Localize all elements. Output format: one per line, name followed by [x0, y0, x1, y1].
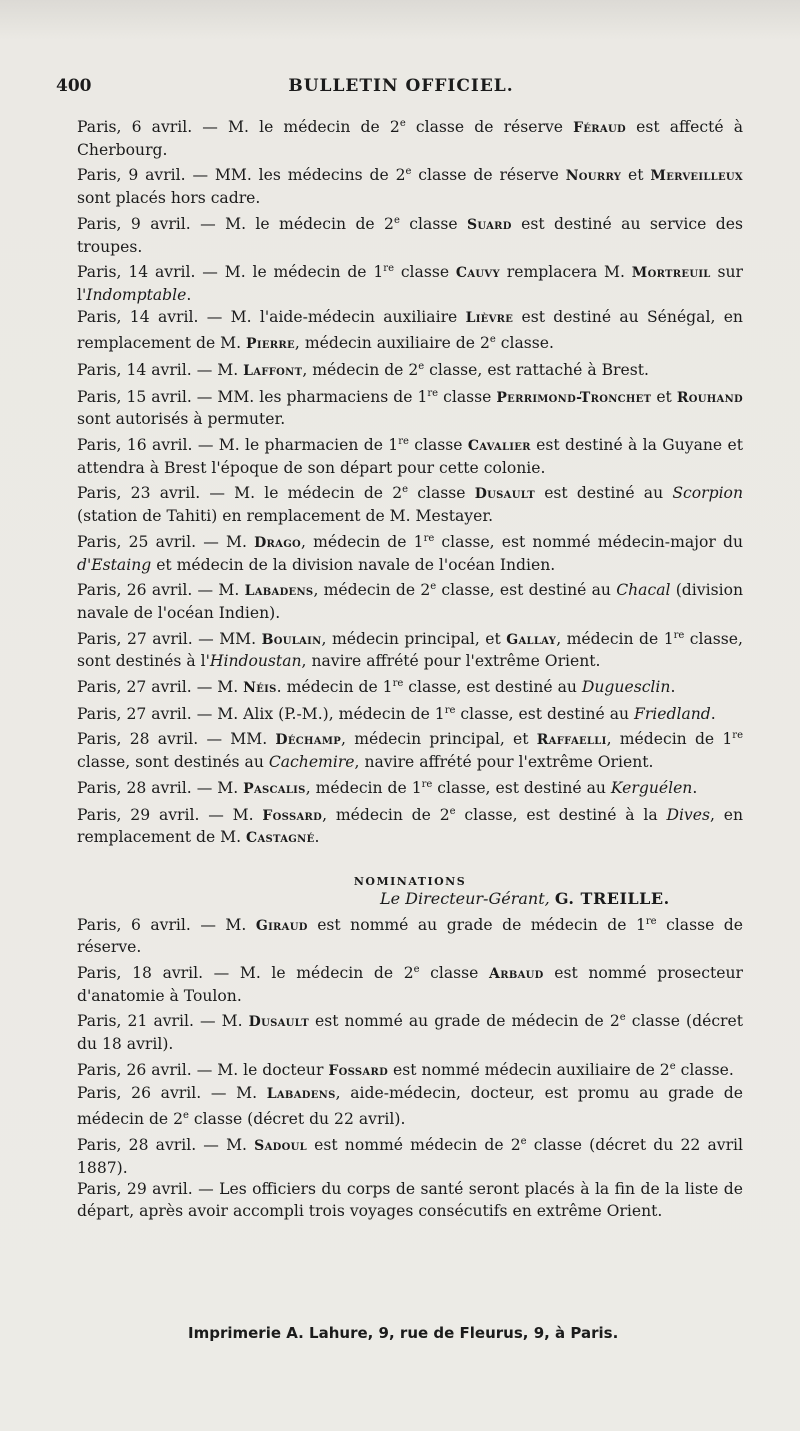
person-name: Nourry	[565, 168, 622, 185]
person-name: Pascalis	[243, 781, 306, 798]
person-name: Labadens	[266, 1085, 336, 1102]
ship-name: Hindoustan	[209, 652, 302, 671]
ordinal-suffix: e	[183, 1110, 189, 1122]
assignment-entry	[77, 210, 743, 258]
ship-name: d'Estaing	[77, 555, 152, 574]
printer-imprint: Imprimerie A. Lahure, 9, rue de Fleurus, 9, à Paris.	[188, 1324, 619, 1342]
entry-text: Paris, 29 avril. — M.	[77, 805, 263, 824]
entry-text: est nommé au grade de médecin de 1	[307, 915, 646, 934]
ordinal-suffix: e	[393, 214, 400, 226]
entry-text: classe (décret du 18 avril).	[77, 1012, 744, 1054]
entry-text: et	[621, 166, 651, 185]
person-name: Gallay	[506, 631, 557, 648]
ship-name: Duguesclin	[581, 678, 671, 697]
assignment-entry	[77, 258, 743, 306]
nominations-list	[77, 911, 743, 1223]
signature-title: Le Directeur-Gérant,	[380, 889, 550, 908]
assignment-entry	[77, 479, 743, 527]
entry-text: classe	[408, 436, 468, 455]
person-name: Dusault	[474, 486, 536, 503]
ordinal-suffix: re	[383, 263, 394, 275]
person-name: Sadoul	[254, 1138, 307, 1155]
entry-text: est nommé médecin auxiliaire de 2	[388, 1060, 670, 1079]
assignment-entry	[77, 700, 743, 726]
entry-text: .	[186, 285, 192, 304]
entry-text: Paris, 23 avril. — M. le médecin de 2	[77, 484, 403, 503]
entry-text: classe	[419, 964, 490, 983]
entry-text: est destiné au Sénégal, en remplacement de M.	[77, 307, 743, 353]
assignment-entry	[77, 161, 743, 209]
entry-text: , navire affrété pour l'extrême Orient.	[301, 652, 601, 671]
entry-text: Paris, 14 avril. — M. l'aide-médecin auxiliaire	[77, 307, 466, 326]
entry-text: classe, sont destinés à l'	[77, 629, 743, 671]
entry-text: classe, est destiné au	[436, 581, 617, 600]
ordinal-suffix: e	[449, 805, 456, 817]
ordinal-suffix: re	[673, 629, 685, 641]
person-name: Giraud	[255, 917, 308, 934]
person-name: Déchamp	[275, 732, 342, 749]
person-name: Labadens	[244, 583, 314, 600]
nomination-entry	[77, 1083, 743, 1131]
person-name: Arbaud	[489, 966, 544, 983]
ordinal-suffix: e	[402, 484, 409, 496]
ordinal-suffix: re	[645, 915, 657, 927]
person-name: Dusault	[248, 1014, 309, 1031]
entry-text: , médecin principal, et	[341, 730, 537, 749]
ordinal-suffix: e	[399, 118, 406, 129]
entry-text: est destiné au	[535, 484, 673, 503]
assignment-entry	[77, 528, 743, 576]
entry-text: .	[710, 704, 716, 723]
nomination-entry	[77, 1131, 743, 1179]
ordinal-suffix: e	[669, 1060, 676, 1072]
entry-text: classe	[394, 263, 456, 282]
ship-name: Friedland	[634, 704, 711, 723]
ship-name: Kerguélen	[610, 779, 693, 798]
entry-text: , en remplacement de M.	[77, 805, 744, 847]
entry-text: . médecin de 1	[276, 678, 393, 697]
person-name: Perrimond-Tronchet	[496, 389, 652, 406]
ship-name: Scorpion	[672, 484, 743, 503]
entry-text: , médecin de 1	[305, 779, 422, 798]
assignment-entry	[77, 113, 743, 161]
assignment-entry	[77, 356, 743, 383]
entry-text: , médecin de 1	[606, 730, 733, 749]
person-name: Féraud	[573, 120, 626, 137]
entry-text: , médecin de 2	[322, 805, 450, 824]
entry-text: Paris, 6 avril. — M. le médecin de 2	[77, 118, 400, 137]
entry-text: et	[651, 387, 677, 406]
entry-text: Paris, 28 avril. — M.	[77, 1136, 255, 1155]
signature	[380, 889, 670, 908]
entry-text: classe	[399, 214, 467, 233]
entry-text: Paris, 27 avril. — M. Alix (P.-M.), médecin de 1	[77, 704, 445, 723]
entry-text: classe, est nommé médecin-major du	[434, 532, 743, 551]
ordinal-suffix: re	[732, 730, 743, 742]
document-body	[77, 113, 743, 1222]
entry-text: est nommé prosecteur d'anatomie à Toulon.	[77, 964, 743, 1005]
ordinal-suffix: e	[418, 360, 425, 372]
entry-text: (station de Tahiti) en remplacement de M. Mestayer.	[77, 507, 494, 526]
entry-text: Paris, 14 avril. — M.	[77, 361, 244, 380]
assignments-list	[77, 113, 743, 850]
entry-text: Paris, 18 avril. — M. le médecin de 2	[77, 964, 414, 983]
person-name: Cauvy	[455, 265, 500, 282]
entry-text: Paris, 28 avril. — MM.	[77, 730, 276, 749]
entry-text: Paris, 27 avril. — MM.	[77, 629, 262, 648]
person-name: Merveilleux	[650, 168, 743, 185]
entry-text: Paris, 25 avril. — M.	[77, 532, 255, 551]
person-name: Lièvre	[465, 309, 514, 326]
person-name: Cavalier	[467, 438, 531, 455]
entry-text: Paris, 14 avril. — M. le médecin de 1	[77, 263, 384, 282]
nomination-entry	[77, 1007, 743, 1055]
entry-text: est nommé médecin de 2	[306, 1136, 521, 1155]
ordinal-suffix: e	[430, 581, 437, 593]
entry-text: classe de réserve.	[77, 915, 744, 957]
nomination-entry	[77, 1179, 743, 1222]
entry-text: , médecin principal, et	[321, 629, 507, 648]
entry-text: .	[692, 779, 698, 798]
ordinal-suffix: e	[405, 166, 412, 178]
ordinal-suffix: re	[423, 532, 435, 544]
person-name: Castagné	[246, 830, 315, 847]
nomination-entry	[77, 911, 743, 959]
entry-text: , aide-médecin, docteur, est promu au grade de médecin de 2	[77, 1083, 743, 1129]
person-name: Fossard	[262, 807, 323, 824]
entry-text: est destiné à la Guyane et attendra à Brest l'époque de son départ pour cette colonie.	[77, 436, 743, 477]
assignment-entry	[77, 725, 743, 773]
entry-text: classe	[438, 387, 497, 406]
entry-text: .	[670, 678, 676, 697]
entry-text: , médecin de 2	[302, 361, 419, 380]
ordinal-suffix: e	[413, 963, 420, 975]
ship-name: Cachemire	[268, 753, 355, 772]
assignment-entry	[77, 383, 743, 431]
entry-text: classe, est destiné au	[455, 704, 634, 723]
page-header	[56, 72, 746, 102]
ship-name: Dives	[666, 805, 710, 824]
ship-name: Indomptable	[86, 285, 187, 304]
entry-text: et médecin de la division navale de l'océan Indien.	[151, 555, 556, 574]
entry-text: , médecin auxiliaire de 2	[294, 334, 490, 353]
nomination-entry	[77, 959, 743, 1007]
entry-text: classe	[408, 484, 475, 503]
person-name: Fossard	[328, 1062, 389, 1079]
entry-text: classe (décret du 22 avril 1887).	[77, 1136, 744, 1177]
assignment-entry	[77, 774, 743, 801]
entry-text: remplacera M.	[499, 263, 632, 282]
ordinal-suffix: re	[392, 677, 404, 689]
entry-text: Paris, 9 avril. — MM. les médecins de 2	[77, 166, 406, 185]
person-name: Rouhand	[676, 389, 743, 406]
assignment-entry	[77, 307, 743, 356]
assignment-entry	[77, 431, 743, 479]
entry-text: Paris, 9 avril. — M. le médecin de 2	[77, 214, 394, 233]
entry-text: classe, est rattaché à Brest.	[424, 361, 649, 380]
entry-text: Paris, 27 avril. — M.	[77, 678, 244, 697]
entry-text: classe, est destiné au	[432, 779, 611, 798]
ship-name: Chacal	[616, 581, 671, 600]
entry-text: Paris, 16 avril. — M. le pharmacien de 1	[77, 436, 399, 455]
assignment-entry	[77, 673, 743, 700]
assignment-entry	[77, 576, 743, 624]
entry-text: Paris, 15 avril. — MM. les pharmaciens de 1	[77, 387, 428, 406]
person-name: Néis	[243, 680, 277, 697]
person-name: Mortreuil	[631, 265, 711, 282]
entry-text: classe.	[675, 1060, 734, 1079]
entry-text: , médecin de 1	[556, 629, 674, 648]
ordinal-suffix: e	[619, 1012, 626, 1024]
entry-text: Paris, 6 avril. — M.	[77, 915, 256, 934]
entry-text: classe de réserve	[411, 166, 566, 185]
person-name: Suard	[466, 216, 512, 233]
entry-text: classe.	[495, 334, 554, 353]
entry-text: sont autorisés à permuter.	[77, 410, 286, 429]
assignment-entry	[77, 625, 743, 673]
assignment-entry	[77, 801, 743, 850]
entry-text: Paris, 26 avril. — M. le docteur	[77, 1060, 329, 1079]
person-name: Laffont	[243, 363, 303, 380]
entry-text: est destiné au service des troupes.	[77, 214, 743, 256]
entry-text: est affecté à Cherbourg.	[77, 118, 743, 159]
entry-text: Paris, 29 avril. — Les officiers du corps de santé seront placés à la fin de la liste de départ, après avoir accompli trois voyages consécutifs en extrême Orient.	[77, 1180, 743, 1220]
entry-text: classe de réserve	[405, 118, 574, 137]
entry-text: Paris, 21 avril. — M.	[77, 1012, 249, 1031]
entry-text: (division navale de l'océan Indien).	[77, 581, 743, 622]
entry-text: sur l'	[77, 263, 743, 304]
section-title: NOMINATIONS	[353, 875, 467, 888]
ordinal-suffix: e	[520, 1135, 527, 1147]
person-name: Raffaelli	[536, 732, 607, 749]
ordinal-suffix: re	[421, 778, 433, 790]
entry-text: classe (décret du 22 avril).	[188, 1110, 406, 1129]
entry-text: sont placés hors cadre.	[77, 189, 261, 208]
entry-text: , médecin de 1	[301, 532, 424, 551]
ordinal-suffix: re	[427, 387, 439, 399]
ordinal-suffix: e	[489, 334, 496, 346]
entry-text: classe, sont destinés au	[77, 753, 269, 772]
entry-text: , navire affrété pour l'extrême Orient.	[354, 753, 654, 772]
entry-text: .	[314, 828, 320, 847]
nomination-entry	[77, 1056, 743, 1083]
page-number: 400	[56, 76, 92, 96]
entry-text: classe, est destiné au	[403, 678, 582, 697]
ordinal-suffix: re	[398, 436, 409, 448]
entry-text: Paris, 26 avril. — M.	[77, 1083, 267, 1102]
signature-name: G. TREILLE.	[554, 889, 670, 908]
entry-text: est nommé au grade de médecin de 2	[308, 1012, 620, 1031]
person-name: Boulain	[261, 631, 322, 648]
entry-text: Paris, 26 avril. — M.	[77, 581, 245, 600]
running-title: BULLETIN OFFICIEL.	[288, 76, 514, 96]
entry-text: Paris, 28 avril. — M.	[77, 779, 244, 798]
person-name: Drago	[254, 534, 302, 551]
entry-text: classe, est destiné à la	[455, 805, 667, 824]
entry-text: , médecin de 2	[313, 581, 431, 600]
person-name: Pierre	[246, 336, 295, 353]
ordinal-suffix: re	[444, 704, 456, 716]
